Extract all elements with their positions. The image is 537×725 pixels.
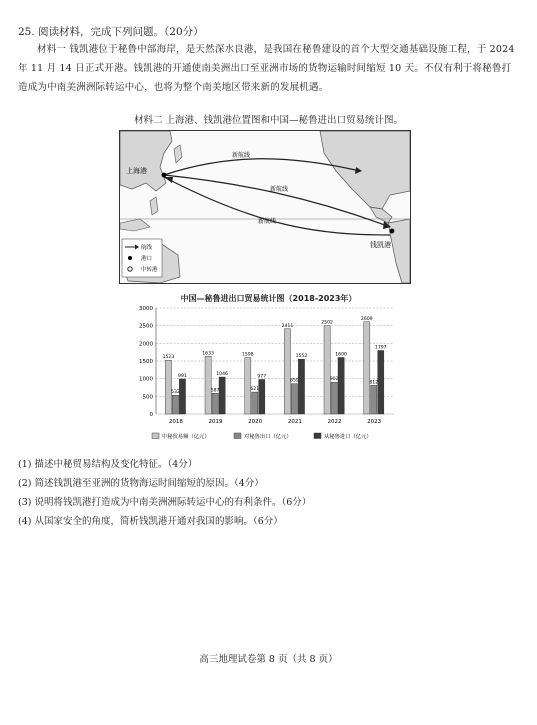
- data-label: 1523: [162, 355, 175, 361]
- y-tick-label: 1000: [139, 376, 153, 383]
- bar: [284, 329, 290, 414]
- y-tick-label: 500: [142, 394, 153, 401]
- bar: [298, 359, 304, 414]
- data-label: 859: [290, 378, 299, 384]
- bar: [245, 358, 251, 414]
- route-label: 新航线: [258, 218, 277, 225]
- bar: [371, 385, 377, 414]
- data-label: 1598: [241, 352, 254, 358]
- page-footer: 高三地理试卷第 8 页（共 8 页）: [199, 654, 338, 665]
- bar: [205, 356, 211, 414]
- bar: [179, 379, 185, 414]
- bar: [259, 379, 265, 414]
- legend-port: 港口: [141, 256, 153, 262]
- material-one-text: 材料一 钱凯港位于秘鲁中部海岸，是天然深水良港，是我国在秘鲁建设的首个大型交通基础设施工程，于 2024 年 11 月 14 日正式开港。钱凯港的开通使南美洲出口至亚洲市场的货物运输时间缩短 10 天。不仅有利于将秘鲁打造成为中南美洲洲际转运中心，也将为整个南美地区带来新的发展机遇。: [18, 44, 515, 93]
- trade-bar-chart: [130, 302, 400, 448]
- x-tick-label: 2020: [248, 419, 263, 425]
- bar: [291, 384, 297, 414]
- x-tick-label: 2023: [367, 419, 382, 425]
- label-chancay: 钱凯港: [370, 241, 391, 249]
- legend-route: 航线: [141, 245, 153, 251]
- question-header: 25. 阅读材料，完成下列问题。（20分）: [18, 26, 204, 38]
- legend-swatch: [152, 433, 159, 439]
- bar: [364, 322, 370, 414]
- question-item: (1) 描述中秘贸易结构及变化特征。（4分）: [18, 459, 198, 470]
- data-label: 1600: [335, 352, 347, 358]
- chart-title: 中国—秘鲁进出口贸易统计图（2018-2023年）: [180, 294, 357, 303]
- bar: [219, 377, 225, 414]
- y-tick-label: 2500: [139, 323, 153, 330]
- data-label: 812: [369, 380, 379, 386]
- y-tick-label: 3000: [139, 306, 153, 312]
- question-item: (2) 简述钱凯港至亚洲的货物海运时间缩短的原因。（4分）: [18, 478, 264, 489]
- bar: [331, 382, 337, 414]
- y-tick-label: 1500: [139, 359, 153, 365]
- route-label: 新航线: [270, 186, 289, 193]
- legend-swatch: [234, 433, 241, 439]
- bar: [378, 351, 384, 414]
- data-label: 2502: [321, 320, 333, 326]
- bar: [324, 326, 330, 414]
- data-label: 2411: [281, 323, 294, 329]
- x-tick-label: 2022: [327, 419, 342, 425]
- label-shanghai: 上海港: [126, 167, 147, 175]
- legend-label: 中秘贸易额（亿元）: [162, 434, 210, 440]
- data-label: 1552: [295, 354, 308, 360]
- bar: [252, 392, 258, 414]
- question-list: [18, 455, 311, 531]
- data-label: 977: [257, 374, 267, 380]
- x-tick-label: 2019: [208, 419, 223, 425]
- legend-label: 对秘鲁出口（亿元）: [244, 434, 292, 440]
- data-label: 1797: [374, 345, 387, 351]
- data-label: 1633: [202, 351, 214, 357]
- y-tick-label: 2000: [139, 341, 153, 348]
- legend-transfer-port: 中转港: [141, 267, 158, 273]
- bar: [212, 393, 218, 414]
- data-label: 587: [210, 388, 220, 394]
- port-marker-shanghai: [162, 173, 167, 178]
- data-label: 532: [171, 390, 180, 396]
- bar: [165, 360, 171, 414]
- data-label: 2609: [360, 316, 373, 322]
- port-location-map: [119, 130, 411, 284]
- port-marker-chancay: [390, 229, 395, 234]
- x-tick-label: 2018: [168, 419, 183, 425]
- data-label: 1046: [216, 372, 228, 378]
- bar: [172, 395, 178, 414]
- x-tick-label: 2021: [287, 419, 302, 425]
- question-item: (3) 说明将钱凯港打造成为中南美洲洲际转运中心的有利条件。（6分）: [18, 497, 312, 508]
- data-label: 621: [250, 387, 260, 393]
- question-item: (4) 从国家安全的角度，简析钱凯港开通对我国的影响。（6分）: [18, 516, 283, 527]
- y-tick-label: 0: [149, 412, 153, 418]
- legend-swatch: [314, 433, 321, 439]
- data-label: 902: [329, 377, 339, 383]
- route-label: 新航线: [232, 152, 251, 159]
- bar: [338, 357, 344, 414]
- data-label: 991: [178, 373, 187, 379]
- legend-label: 从秘鲁进口（亿元）: [324, 434, 372, 440]
- material-two-text: 材料二 上海港、钱凯港位置图和中国—秘鲁进出口贸易统计图。: [133, 115, 404, 126]
